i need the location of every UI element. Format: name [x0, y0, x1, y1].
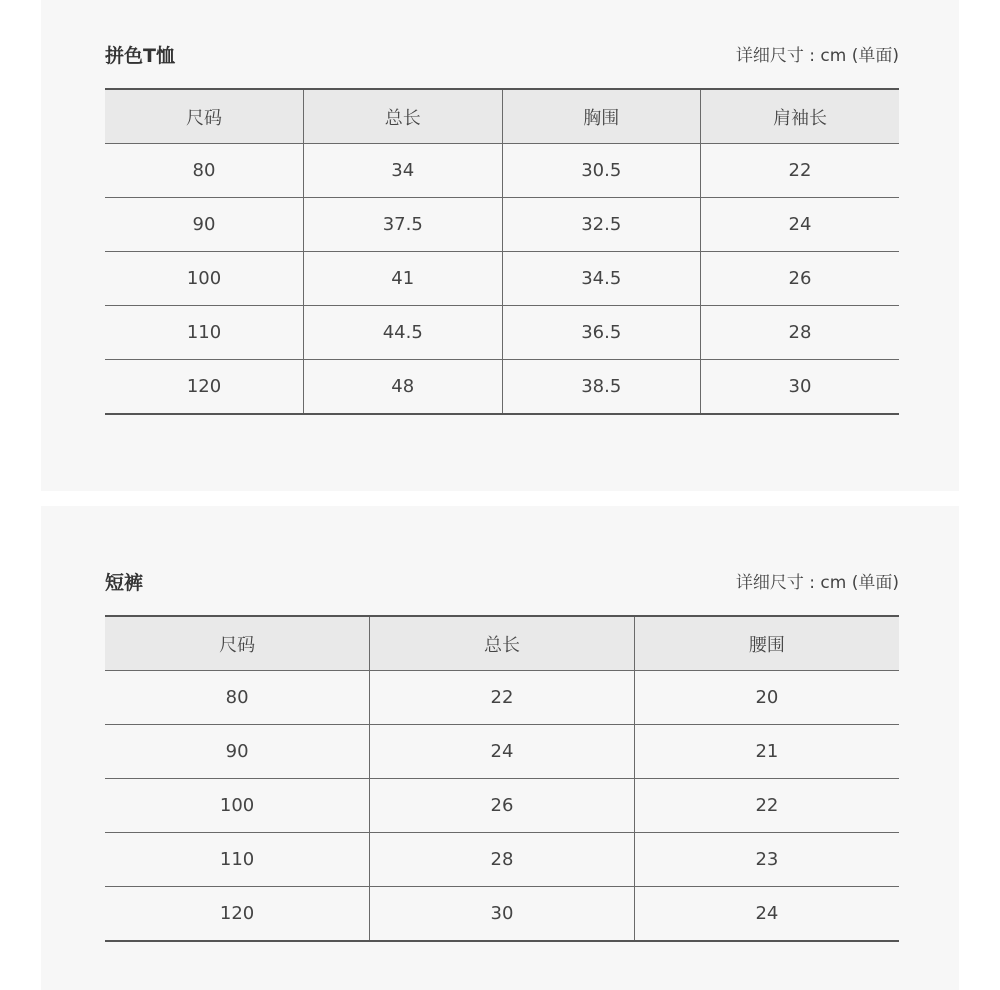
- header-length: 总长: [304, 89, 503, 144]
- unit-note: 详细尺寸 : cm (单面): [735, 573, 899, 593]
- table-row: [105, 306, 899, 360]
- table-cell: 48: [304, 360, 503, 415]
- table-cell: 24: [701, 198, 900, 252]
- header-shoulder-sleeve: 肩袖长: [701, 89, 900, 144]
- table-row: [105, 725, 899, 779]
- table-cell: 90: [105, 198, 304, 252]
- table-cell: 34.5: [502, 252, 701, 306]
- header-size: 尺码: [105, 616, 370, 671]
- table-cell: 100: [105, 779, 370, 833]
- shorts-size-table: [105, 615, 899, 942]
- table-cell: 44.5: [304, 306, 503, 360]
- table-cell: 100: [105, 252, 304, 306]
- table-cell: 80: [105, 671, 370, 725]
- table-cell: 90: [105, 725, 370, 779]
- table-cell: 110: [105, 833, 370, 887]
- table-cell: 30: [370, 887, 635, 942]
- table-cell: 110: [105, 306, 304, 360]
- table-cell: 22: [701, 144, 900, 198]
- table-header-row: [105, 616, 899, 671]
- table-cell: 23: [634, 833, 899, 887]
- table-cell: 20: [634, 671, 899, 725]
- table-row: [105, 833, 899, 887]
- table-cell: 24: [370, 725, 635, 779]
- table-cell: 24: [634, 887, 899, 942]
- header-waist: 腰围: [634, 616, 899, 671]
- section-title: 拼色T恤: [105, 45, 175, 67]
- table-cell: 120: [105, 360, 304, 415]
- header-size: 尺码: [105, 89, 304, 144]
- table-row: [105, 671, 899, 725]
- table-cell: 28: [701, 306, 900, 360]
- table-cell: 30: [701, 360, 900, 415]
- table-cell: 21: [634, 725, 899, 779]
- table-cell: 41: [304, 252, 503, 306]
- table-row: [105, 198, 899, 252]
- table-cell: 22: [370, 671, 635, 725]
- section-title: 短裤: [105, 572, 144, 594]
- table-cell: 37.5: [304, 198, 503, 252]
- table-row: [105, 360, 899, 415]
- table-cell: 120: [105, 887, 370, 942]
- table-cell: 38.5: [502, 360, 701, 415]
- table-cell: 30.5: [502, 144, 701, 198]
- unit-note: 详细尺寸 : cm (单面): [735, 46, 899, 66]
- tshirt-size-panel: [41, 0, 959, 491]
- table-cell: 28: [370, 833, 635, 887]
- table-header-row: [105, 89, 899, 144]
- table-cell: 26: [370, 779, 635, 833]
- header-length: 总长: [370, 616, 635, 671]
- header-chest: 胸围: [502, 89, 701, 144]
- table-cell: 22: [634, 779, 899, 833]
- table-row: [105, 144, 899, 198]
- table-cell: 32.5: [502, 198, 701, 252]
- table-row: [105, 887, 899, 942]
- tshirt-size-table: [105, 88, 899, 415]
- table-cell: 26: [701, 252, 900, 306]
- table-cell: 80: [105, 144, 304, 198]
- table-cell: 36.5: [502, 306, 701, 360]
- table-row: [105, 779, 899, 833]
- shorts-size-panel: [41, 506, 959, 990]
- table-cell: 34: [304, 144, 503, 198]
- table-row: [105, 252, 899, 306]
